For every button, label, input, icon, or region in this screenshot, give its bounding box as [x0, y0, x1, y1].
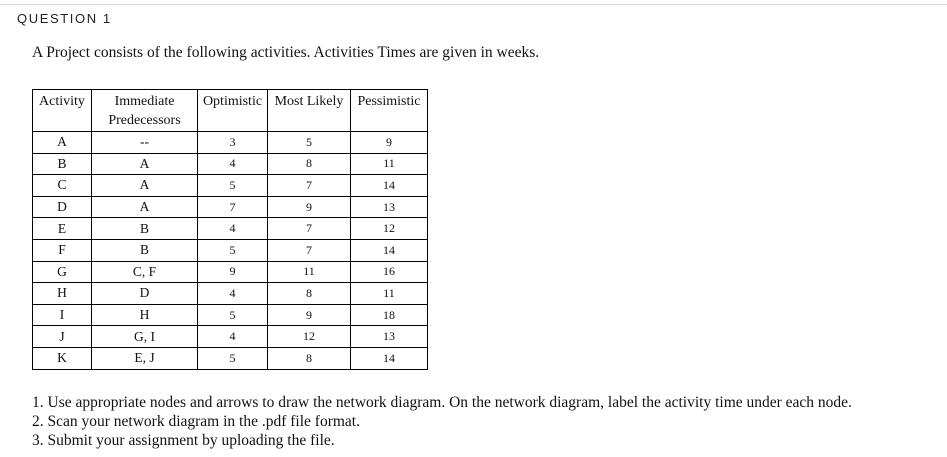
- cell-pessimistic: 14: [351, 239, 428, 261]
- cell-predecessors: B: [92, 218, 198, 240]
- cell-most-likely: 7: [268, 218, 351, 240]
- cell-optimistic: 9: [198, 261, 268, 283]
- instruction-item: 1. Use appropriate nodes and arrows to draw the network diagram. On the network diagram, label the activity time under each node.: [32, 394, 852, 411]
- cell-pessimistic: 13: [351, 196, 428, 218]
- cell-predecessors: A: [92, 175, 198, 197]
- table-row: [33, 239, 428, 261]
- cell-most-likely: 7: [268, 175, 351, 197]
- cell-optimistic: 4: [198, 218, 268, 240]
- cell-activity: D: [33, 196, 92, 218]
- cell-optimistic: 4: [198, 153, 268, 175]
- header-optimistic: Optimistic: [198, 90, 268, 132]
- cell-pessimistic: 9: [351, 132, 428, 154]
- cell-optimistic: 5: [198, 239, 268, 261]
- cell-predecessors: H: [92, 304, 198, 326]
- cell-pessimistic: 18: [351, 304, 428, 326]
- table-row: [33, 304, 428, 326]
- cell-predecessors: C, F: [92, 261, 198, 283]
- cell-optimistic: 5: [198, 175, 268, 197]
- cell-activity: E: [33, 218, 92, 240]
- cell-activity: C: [33, 175, 92, 197]
- table-row: [33, 218, 428, 240]
- cell-most-likely: 8: [268, 153, 351, 175]
- instruction-item: 2. Scan your network diagram in the .pdf file format.: [32, 413, 360, 430]
- table-row: [33, 326, 428, 348]
- table-body: [33, 132, 428, 370]
- top-divider: [0, 4, 947, 5]
- cell-pessimistic: 16: [351, 261, 428, 283]
- table-header-row: [33, 90, 428, 132]
- cell-most-likely: 9: [268, 304, 351, 326]
- table-row: [33, 153, 428, 175]
- cell-optimistic: 7: [198, 196, 268, 218]
- table-row: [33, 261, 428, 283]
- cell-predecessors: A: [92, 196, 198, 218]
- cell-pessimistic: 11: [351, 283, 428, 305]
- cell-pessimistic: 13: [351, 326, 428, 348]
- cell-predecessors: --: [92, 132, 198, 154]
- header-activity: Activity: [33, 90, 92, 132]
- cell-predecessors: E, J: [92, 347, 198, 369]
- instructions-list: [32, 393, 852, 450]
- cell-most-likely: 11: [268, 261, 351, 283]
- cell-predecessors: B: [92, 239, 198, 261]
- header-predecessors: [92, 90, 198, 132]
- table-row: [33, 132, 428, 154]
- cell-most-likely: 5: [268, 132, 351, 154]
- cell-most-likely: 8: [268, 283, 351, 305]
- cell-activity: G: [33, 261, 92, 283]
- cell-activity: I: [33, 304, 92, 326]
- table-row: [33, 347, 428, 369]
- cell-pessimistic: 12: [351, 218, 428, 240]
- cell-pessimistic: 14: [351, 347, 428, 369]
- cell-pessimistic: 11: [351, 153, 428, 175]
- question-intro: A Project consists of the following activities. Activities Times are given in weeks.: [32, 44, 540, 61]
- cell-pessimistic: 14: [351, 175, 428, 197]
- cell-activity: B: [33, 153, 92, 175]
- cell-predecessors: G, I: [92, 326, 198, 348]
- table-row: [33, 175, 428, 197]
- cell-activity: K: [33, 347, 92, 369]
- cell-optimistic: 5: [198, 347, 268, 369]
- header-most-likely: Most Likely: [268, 90, 351, 132]
- cell-most-likely: 9: [268, 196, 351, 218]
- header-predecessors-line2: Predecessors: [108, 113, 181, 128]
- cell-activity: A: [33, 132, 92, 154]
- cell-predecessors: A: [92, 153, 198, 175]
- header-predecessors-line1: Immediate: [114, 94, 175, 109]
- cell-activity: H: [33, 283, 92, 305]
- cell-most-likely: 7: [268, 239, 351, 261]
- cell-most-likely: 8: [268, 347, 351, 369]
- activities-table: [32, 89, 428, 370]
- cell-optimistic: 4: [198, 326, 268, 348]
- table-row: [33, 196, 428, 218]
- header-pessimistic: Pessimistic: [351, 90, 428, 132]
- cell-most-likely: 12: [268, 326, 351, 348]
- cell-activity: J: [33, 326, 92, 348]
- table-row: [33, 283, 428, 305]
- cell-optimistic: 3: [198, 132, 268, 154]
- cell-optimistic: 5: [198, 304, 268, 326]
- instruction-item: 3. Submit your assignment by uploading the file.: [32, 432, 335, 449]
- question-header: QUESTION 1: [17, 11, 112, 26]
- cell-optimistic: 4: [198, 283, 268, 305]
- cell-activity: F: [33, 239, 92, 261]
- cell-predecessors: D: [92, 283, 198, 305]
